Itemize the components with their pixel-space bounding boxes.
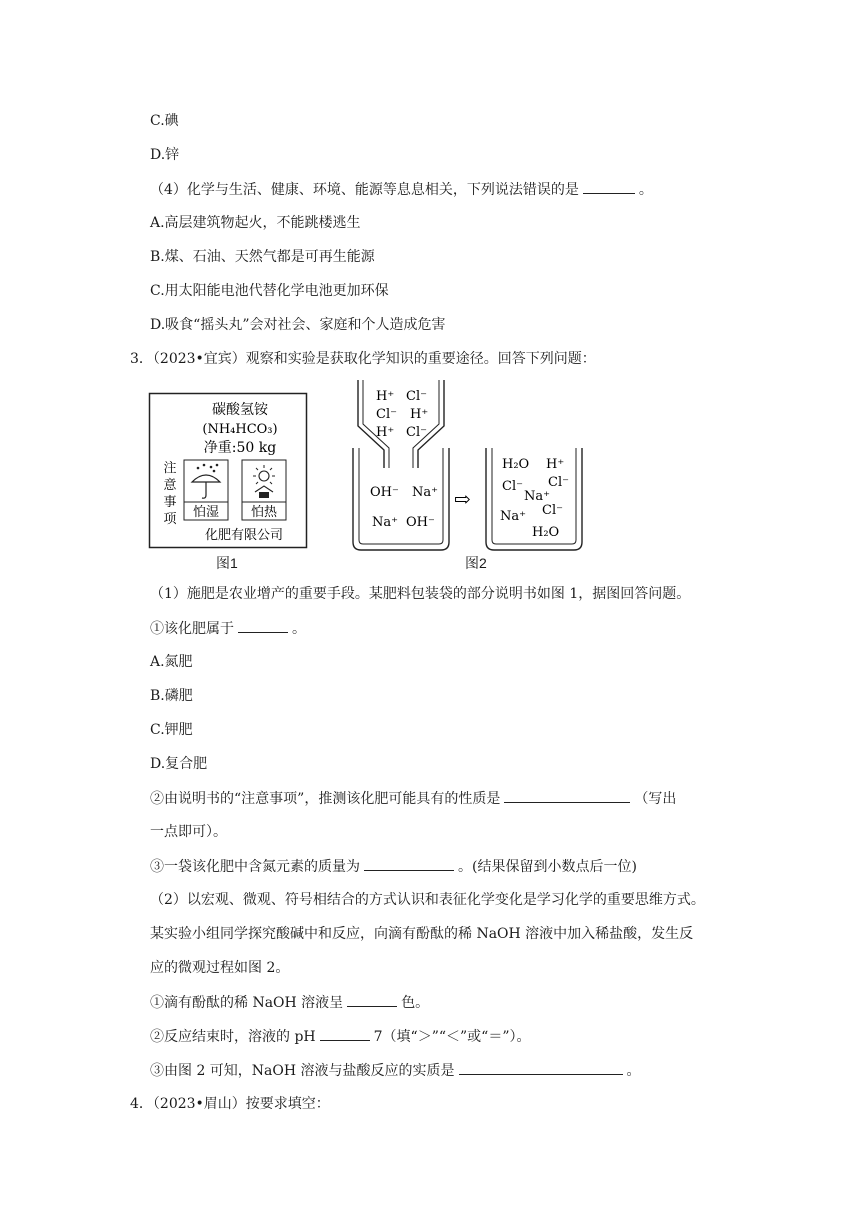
part4-question xyxy=(150,179,653,200)
p2-question-3 xyxy=(150,1060,641,1081)
beaker-2-ion: Na⁺ xyxy=(524,489,550,504)
p1-option-c: C.钾肥 xyxy=(150,722,193,738)
p1-option-a: A.氮肥 xyxy=(150,654,193,670)
beaker-2-ion: Na⁺ xyxy=(500,509,526,524)
label-heat: 怕热 xyxy=(250,505,278,520)
beaker-2-molecule: H₂O xyxy=(502,457,530,472)
p1-question-2-text: ②由说明书的“注意事项”，推测该化肥可能具有的性质是 xyxy=(150,791,501,807)
beaker-1-ion: OH⁻ xyxy=(370,485,399,500)
p2-question-1 xyxy=(150,992,429,1013)
part2-intro-1: （2）以宏观、微观、符号相结合的方式认识和表征化学变化是学习化学的重要思维方式。 xyxy=(150,892,705,908)
dropper-ion: H⁺ xyxy=(376,425,395,440)
label-moist: 怕湿 xyxy=(192,505,220,520)
p1-question-3 xyxy=(150,856,637,877)
p2-question-1-end: 色。 xyxy=(401,995,430,1011)
p2-question-1-text: ①滴有酚酞的稀 NaOH 溶液呈 xyxy=(150,995,344,1011)
dropper-ion: Cl⁻ xyxy=(406,425,427,440)
notice-char-4: 项 xyxy=(163,512,177,527)
beaker-2-ion: Cl⁻ xyxy=(542,503,563,518)
beaker-2-ion: Cl⁻ xyxy=(548,475,569,490)
p4-option-d: D.吸食“摇头丸”会对社会、家庭和个人造成危害 xyxy=(150,317,446,333)
answer-blank[interactable] xyxy=(459,1060,623,1075)
answer-blank[interactable] xyxy=(364,856,454,871)
p1-option-d: D.复合肥 xyxy=(150,756,208,772)
beaker-2-ion: Cl⁻ xyxy=(502,479,523,494)
part2-intro-2: 某实验小组同学探究酸碱中和反应，向滴有酚酞的稀 NaOH 溶液中加入稀盐酸，发生反 xyxy=(150,926,694,942)
p1-question-1-end: 。 xyxy=(292,621,306,637)
notice-char-2: 意 xyxy=(163,478,177,493)
p4-option-b: B.煤、石油、天然气都是可再生能源 xyxy=(150,249,375,265)
part4-question-text: （4）化学与生活、健康、环境、能源等息息相关，下列说法错误的是 xyxy=(150,182,579,198)
notice-char-1: 注 xyxy=(163,461,177,476)
option-c: C.碘 xyxy=(150,113,179,129)
dropper-ion: Cl⁻ xyxy=(376,407,397,422)
answer-blank[interactable] xyxy=(320,1026,370,1041)
dropper-ion: Cl⁻ xyxy=(406,389,427,404)
p2-question-2-text: ②反应结束时，溶液的 pH xyxy=(150,1029,316,1045)
p2-question-3-text: ③由图 2 可知，NaOH 溶液与盐酸反应的实质是 xyxy=(150,1063,455,1079)
figure-2-neutralization xyxy=(350,380,590,552)
p1-question-2-end: （写出 xyxy=(634,791,677,807)
notice-char-3: 事 xyxy=(163,495,177,510)
beaker-2-ion: H⁺ xyxy=(546,457,565,472)
part4-question-end: 。 xyxy=(638,182,653,198)
beaker-1-ion: OH⁻ xyxy=(406,515,435,530)
p1-question-2 xyxy=(150,788,676,809)
answer-blank[interactable] xyxy=(504,788,630,803)
part2-intro-3: 应的微观过程如图 2。 xyxy=(150,960,290,976)
p2-question-2-end: 7（填“＞”“＜”或“＝”）。 xyxy=(373,1029,531,1045)
dropper xyxy=(358,380,444,468)
p1-question-3-end: 。(结果保留到小数点后一位) xyxy=(458,859,637,875)
answer-blank[interactable] xyxy=(238,618,288,633)
p1-question-2-cont: 一点即可）。 xyxy=(150,824,227,840)
p1-option-b: B.磷肥 xyxy=(150,688,193,704)
net-weight: 净重:50 kg xyxy=(203,440,277,456)
dropper-ion: H⁺ xyxy=(376,389,395,404)
p1-question-1 xyxy=(150,618,306,639)
part1-intro: （1）施肥是农业增产的重要手段。某肥料包装袋的部分说明书如图 1，据图回答问题。 xyxy=(150,586,691,602)
figure-1-fertilizer-label xyxy=(148,392,308,550)
fertilizer-name: 碳酸氢铵 xyxy=(212,402,268,418)
p1-question-3-text: ③一袋该化肥中含氮元素的质量为 xyxy=(150,859,360,875)
question-4-header: 4．（2023•眉山）按要求填空： xyxy=(130,1096,330,1112)
answer-blank[interactable] xyxy=(347,992,397,1007)
dropper-ion: H⁺ xyxy=(410,407,429,422)
fertilizer-formula: (NH₄HCO₃) xyxy=(202,422,278,437)
company-name: 化肥有限公司 xyxy=(204,528,284,543)
p2-question-2 xyxy=(150,1026,530,1047)
p4-option-a: A.高层建筑物起火，不能跳楼逃生 xyxy=(150,215,361,231)
beaker-2-molecule: H₂O xyxy=(532,525,560,540)
beaker-1-ion: Na⁺ xyxy=(372,515,398,530)
p4-option-c: C.用太阳能电池代替化学电池更加环保 xyxy=(150,283,389,299)
figure-1-caption: 图1 xyxy=(216,555,238,571)
p2-question-3-end: 。 xyxy=(626,1063,641,1079)
beaker-1-ion: Na⁺ xyxy=(412,485,438,500)
option-d: D.锌 xyxy=(150,147,180,163)
p1-question-1-text: ①该化肥属于 xyxy=(150,621,234,637)
figure-2-caption: 图2 xyxy=(465,555,487,571)
question-3-header: 3．（2023•宜宾）观察和实验是获取化学知识的重要途径。回答下列问题： xyxy=(130,351,596,367)
reaction-arrow-icon: ⇨ xyxy=(454,487,471,511)
answer-blank[interactable] xyxy=(583,179,635,194)
